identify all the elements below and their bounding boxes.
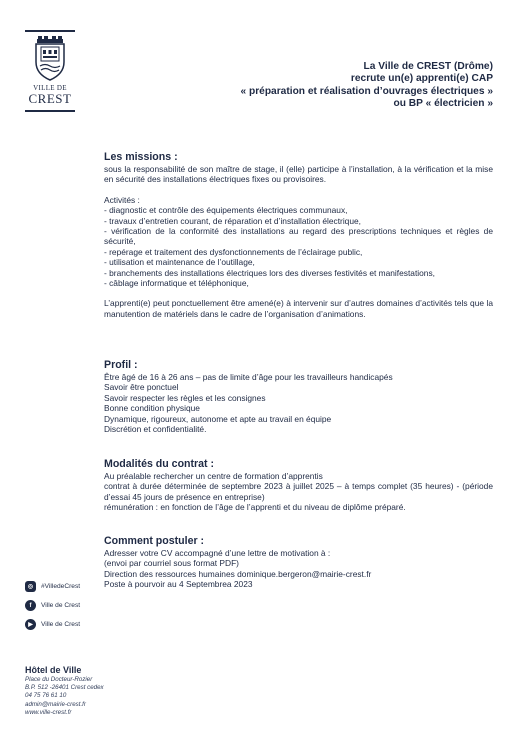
profil-item: Discrétion et confidentialité.: [104, 424, 207, 435]
logo-top-rule: [25, 30, 75, 32]
postuler-line: (envoi par courriel sous format PDF): [104, 558, 239, 569]
activity-item: - utilisation et maintenance de l’outillage,: [104, 257, 255, 268]
social-youtube[interactable]: [25, 619, 80, 630]
missions-section: [104, 151, 493, 319]
profil-item: Savoir être ponctuel: [104, 382, 179, 393]
header-line-4: ou BP « électricien »: [393, 98, 493, 110]
profil-item: Bonne condition physique: [104, 403, 200, 414]
phone-line: 04 75 76 61 10: [25, 692, 67, 700]
profil-item: Dynamique, rigoureux, autonome et apte au travail en équipe: [104, 413, 332, 424]
profil-section: [104, 359, 493, 434]
job-title-block: [240, 61, 493, 111]
missions-title: Les missions :: [104, 151, 178, 163]
logo-bottom-rule: [25, 110, 75, 112]
postuler-line: Direction des ressources humaines dominique.bergeron@mairie-crest.fr: [104, 568, 372, 579]
header-line-2: recrute un(e) apprenti(e) CAP: [350, 73, 493, 85]
postuler-line: Poste à pourvoir au 4 Septembrea 2023: [104, 579, 253, 590]
facebook-icon: f: [25, 600, 36, 611]
activity-item: - câblage informatique et téléphonique,: [104, 278, 249, 289]
header-line-3: « préparation et réalisation d’ouvrages électriques »: [240, 85, 493, 97]
missions-intro: sous la responsabilité de son maître de stage, il (elle) participe à l’installation, à la vérification et la mise en sécurité des installations électriques fixes ou provisoires.: [104, 164, 493, 185]
social-label: Ville de Crest: [41, 602, 81, 609]
header-line-1: La Ville de CREST (Drôme): [363, 61, 493, 72]
footer-title: Hôtel de Ville: [25, 665, 82, 675]
postuler-title: Comment postuler :: [104, 535, 205, 547]
castle-crest-icon: [34, 36, 66, 82]
city-logo: [25, 30, 75, 112]
footer-address: [25, 676, 104, 717]
modalites-line: contrat à durée déterminée de septembre 2023 à juillet 2025 – à temps complet (35 heures) - (période d’essai 45 jours de présence en entreprise): [104, 481, 493, 502]
activity-item: - travaux d’entretien courant, de réparation et d’installation électrique,: [104, 215, 361, 226]
profil-item: Savoir respecter les règles et les consignes: [104, 392, 266, 403]
instagram-icon: ◎: [25, 581, 36, 592]
activity-item: - repérage et traitement des dysfonctionnements de l’éclairage public,: [104, 246, 363, 257]
postuler-section: [104, 535, 493, 590]
activity-item: - vérification de la conformité des installations au regard des prescriptions techniques et règles de sécurité,: [104, 226, 493, 247]
social-facebook[interactable]: [25, 600, 80, 611]
postuler-line: Adresser votre CV accompagné d’une lettre de motivation à :: [104, 548, 331, 558]
address-line: Place du Docteur-Rozier: [25, 676, 93, 683]
logo-line-1: VILLE DE: [33, 84, 67, 92]
activity-item: - diagnostic et contrôle des équipements électriques communaux,: [104, 205, 348, 216]
social-label: #VilledeCrest: [41, 583, 81, 590]
website-link[interactable]: www.ville-crest.fr: [25, 708, 72, 716]
profil-item: Être âgé de 16 à 26 ans – pas de limite d’âge pour les travailleurs handicapés: [104, 372, 393, 382]
address-line: B.P. 512 -26401 Crest cedex: [25, 684, 104, 692]
email-link[interactable]: admin@mairie-crest.fr: [25, 700, 86, 708]
profil-title: Profil :: [104, 359, 138, 371]
modalites-section: [104, 458, 493, 513]
activity-item: - branchements des installations électriques lors des diverses festivités et manifestations,: [104, 267, 435, 278]
modalites-title: Modalités du contrat :: [104, 458, 215, 470]
activities-label: Activités :: [104, 194, 140, 205]
youtube-icon: ▶: [25, 619, 36, 630]
modalites-line: rémunération : en fonction de l’âge de l’apprenti et du niveau de diplôme préparé.: [104, 502, 406, 513]
missions-note: L’apprenti(e) peut ponctuellement être amené(e) à intervenir sur d’autres domaines d’activités tels que la manutention de matériels dans le cadre de l’organisation d’animations.: [104, 298, 493, 319]
modalites-line: Au préalable rechercher un centre de formation d’apprentis: [104, 471, 323, 481]
social-instagram[interactable]: [25, 581, 80, 592]
logo-line-2: CREST: [28, 91, 72, 106]
social-label: Ville de Crest: [41, 621, 81, 628]
